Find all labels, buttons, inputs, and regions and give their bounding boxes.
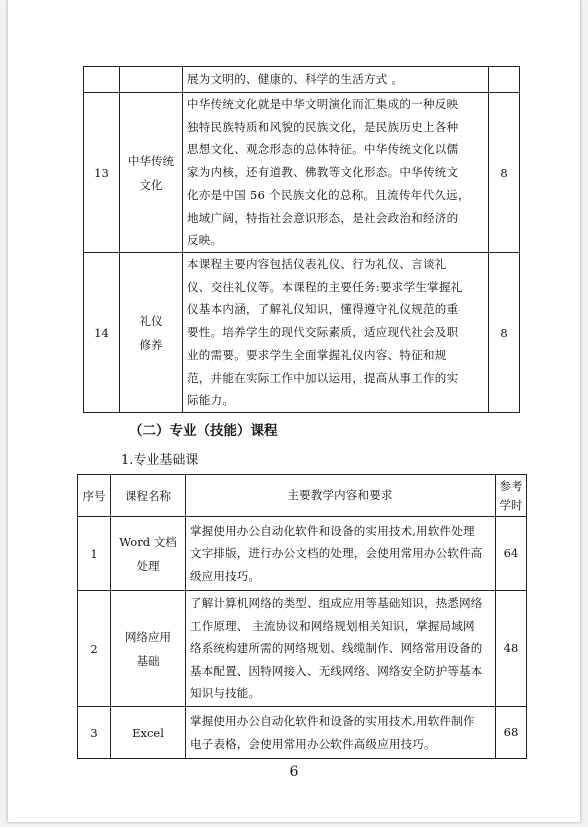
content-line: 仪基本内涵，了解礼仪知识，懂得遵守礼仪规范的重	[187, 302, 459, 317]
course-name-cell	[120, 67, 183, 93]
course-name-cell	[120, 253, 183, 413]
course-name-cell	[111, 591, 186, 707]
professional-basic-course-table	[77, 474, 527, 759]
content-line: 际能力。	[187, 393, 235, 408]
content-line: 地域广阔，特指社会意识形态，是社会政治和经济的	[187, 210, 459, 225]
table-row	[78, 707, 527, 759]
content-line: 仪、交往礼仪等。本课程的主要任务:要求学生掌握礼	[187, 279, 463, 294]
course-content-cell	[183, 93, 489, 253]
course-name-cell	[111, 707, 186, 759]
content-line: 化亦是中国 56 个民族文化的总称。且流传年代久远，	[187, 187, 470, 202]
content-line: 范，并能在实际工作中加以运用，提高从事工作的实	[187, 370, 459, 385]
row-number-cell: 14	[84, 253, 120, 413]
course-content-cell	[186, 707, 496, 759]
row-number-cell: 2	[78, 591, 111, 707]
course-name-line: 礼仪	[139, 313, 163, 328]
content-line: 业的需要。要求学生全面掌握礼仪内容、特征和规	[187, 347, 447, 362]
content-line: 络系统构建所需的网络规划、线缆制作、网络常用设备的	[190, 641, 483, 656]
content-line: 中华传统文化就是中华文明演化而汇集成的一种反映	[187, 97, 459, 112]
course-content-cell	[183, 67, 489, 93]
row-number-cell: 13	[84, 93, 120, 253]
course-name-line: 修养	[139, 337, 163, 352]
hours-cell: 8	[489, 253, 520, 413]
content-line: 独特民族特质和风貌的民族文化，是民族历史上各种	[187, 119, 459, 134]
content-line: 了解计算机网络的类型、组成应用等基础知识，热悉网络	[190, 596, 483, 611]
content-line: 文字排版，进行办公文档的处理，会使用常用办公软件高	[190, 546, 483, 561]
content-line: 掌握使用办公自动化软件和设备的实用技术,用软件处理	[190, 523, 475, 538]
header-content: 主要教学内容和要求	[186, 475, 496, 517]
header-hours	[496, 475, 527, 517]
table-row	[78, 591, 527, 707]
content-line: 思想文化、观念形态的总体特征。中华传统文化以儒	[187, 142, 459, 157]
course-name-line: 处理	[136, 558, 160, 573]
course-content-cell	[183, 253, 489, 413]
course-content-cell	[186, 517, 496, 591]
content-line: 展为文明的、健康的、科学的生活方式 。	[187, 72, 404, 87]
course-name-line: 基础	[136, 653, 160, 668]
document-page	[8, 0, 580, 822]
content-line: 工作原理、 主流协议和网络规划相关知识，掌握局域网	[190, 618, 475, 633]
page-number: 6	[289, 764, 299, 780]
table-row	[78, 517, 527, 591]
course-name-line: Excel	[132, 725, 164, 740]
row-number-cell: 3	[78, 707, 111, 759]
section-title: （二）专业（技能）课程	[129, 423, 278, 439]
content-line: 级应用技巧。	[190, 568, 261, 583]
hours-cell: 48	[496, 591, 527, 707]
hours-cell: 64	[496, 517, 527, 591]
content-line: 知识与技能。	[190, 686, 261, 701]
course-name-line: 文化	[139, 177, 163, 192]
content-line: 本课程主要内容包括仪表礼仪、行为礼仪、言谈礼	[187, 257, 447, 272]
content-line: 反映。	[187, 233, 223, 248]
course-name-line: 中华传统	[128, 153, 174, 168]
header-hours-line: 学时	[499, 497, 523, 512]
hours-cell	[489, 67, 520, 93]
header-hours-line: 参考	[499, 478, 523, 493]
hours-cell: 8	[489, 93, 520, 253]
content-line: 掌握使用办公自动化软件和设备的实用技术,用软件制作	[190, 714, 475, 728]
table-header-row	[78, 475, 527, 517]
table-row	[84, 67, 520, 93]
course-name-line: Word 文档	[119, 534, 177, 549]
header-no: 序号	[78, 475, 111, 517]
header-course-name: 课程名称	[111, 475, 186, 517]
content-line: 基本配置、因特网接入、无线网络、网络安全防护等基本	[190, 663, 483, 678]
course-name-cell	[111, 517, 186, 591]
subsection-title: 1.专业基础课	[121, 453, 199, 468]
course-content-cell	[186, 591, 496, 707]
content-line: 要性。培养学生的现代交际素质，适应现代社会及职	[187, 325, 459, 340]
hours-cell: 68	[496, 707, 527, 759]
course-name-line: 网络应用	[125, 629, 171, 644]
course-table-continued	[83, 66, 520, 413]
course-name-cell	[120, 93, 183, 253]
table-row	[84, 93, 520, 253]
content-line: 电子表格，会使用常用办公软件高级应用技巧。	[190, 736, 436, 751]
row-number-cell	[84, 67, 120, 93]
row-number-cell: 1	[78, 517, 111, 591]
content-line: 家为内核，还有道教、佛教等文化形态。中华传统文	[187, 165, 459, 180]
table-row	[84, 253, 520, 413]
